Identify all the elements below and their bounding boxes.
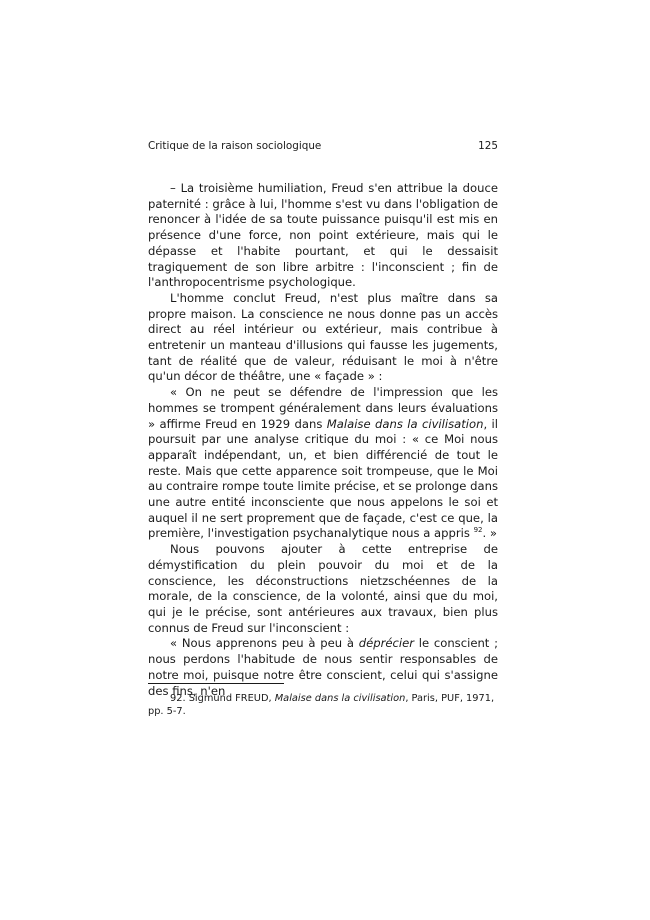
paragraph-5-text-a: « Nous apprenons peu à peu à: [170, 636, 359, 651]
footnote-92: [148, 692, 498, 718]
paragraph-3-text-c: , il poursuit par une analyse critique du moi : « ce Moi nous apparaît indépendant, un, et bien différencié de tout le reste. Mais que cette apparence soit trompeuse, que le Moi au contraire rompe toute limite précise, et se prolonge dans une autre entité inconsciente que nous appelons le soi et auquel il ne sert proprement que de façade, c'est ce que, la première, l'investigation psychanalytique nous a appris: [148, 416, 498, 541]
paragraph-5: [148, 636, 498, 699]
paragraph-3-text-a: « On ne peut se défendre de l'impression que les hommes se trompent généralement dans leurs évaluations » affirme Freud en 1929 dans: [148, 385, 498, 431]
paragraph-5-text-c: le conscient ; nous perdons l'habitude de nous sentir responsables de notre moi, puisque notre être conscient, celui qui s'assigne des fins, n'en: [148, 636, 499, 698]
paragraph-2: L'homme conclut Freud, n'est plus maître dans sa propre maison. La conscience ne nous donne pas un accès direct au réel intérieur ou extérieur, mais contribue à entretenir un manteau d'illusions qui fausse les jugements, tant de réalité que de valeur, réduisant le moi à n'être qu'un décor de théâtre, une « façade » :: [148, 290, 498, 384]
footnote-book-title: Malaise dans la civilisation: [274, 693, 406, 704]
paragraph-4: Nous pouvons ajouter à cette entreprise de démystification du plein pouvoir du moi et de la conscience, les déconstructions nietzschéennes de la morale, de la conscience, de la volonté, ainsi que du moi, qui je le précise, sont antérieures aux travaux, bien plus connus de Freud sur l'inconscient :: [148, 542, 498, 635]
footnote-reference[interactable]: 92: [473, 526, 483, 535]
page-number: 125: [478, 140, 498, 152]
footnote-divider: [148, 683, 284, 684]
book-title-italic: Malaise dans la civilisation: [326, 416, 484, 431]
footnote-text-c: , Paris, PUF, 1971, pp. 5-7.: [148, 693, 495, 717]
running-title: Critique de la raison sociologique: [148, 140, 322, 152]
emphasis-italic: déprécier: [358, 636, 414, 651]
main-text: [148, 181, 498, 699]
paragraph-3: [148, 385, 498, 542]
paragraph-1: – La troisième humiliation, Freud s'en attribue la douce paternité : grâce à lui, l'homme s'est vu dans l'obligation de renoncer à l'idée de sa toute puissance puisqu'il est mis en présence d'une force, non point extérieure, mais qui le dépasse et l'habite pourtant, et qui le dessaisit tragiquement de son libre arbitre : l'inconscient ; fin de l'anthropocentrisme psychologique.: [148, 181, 498, 290]
footnote-text-a: 92. Sigmund FREUD,: [170, 693, 275, 704]
running-header: [148, 139, 498, 153]
paragraph-3-text-d: . »: [482, 526, 497, 541]
